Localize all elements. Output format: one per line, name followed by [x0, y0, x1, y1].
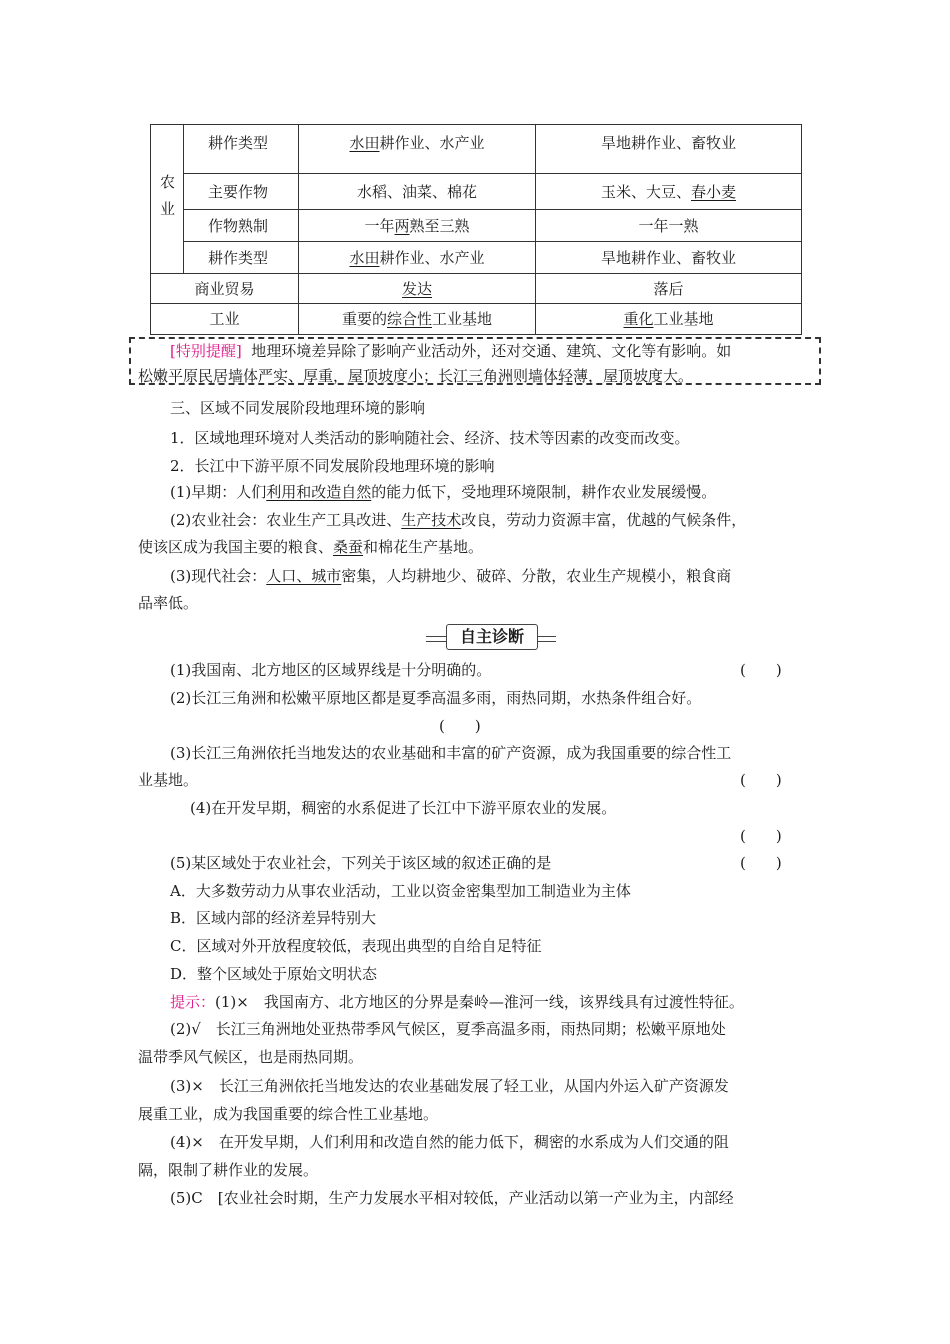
hint-4-cont: 隔，限制了耕作业的发展。	[138, 1161, 319, 1179]
table-row	[151, 210, 802, 242]
question-3-cont: 业基地。	[138, 771, 199, 789]
hint-5: (5)C [农业社会时期，生产力发展水平相对较低，产业活动以第一产业为主，内部经	[170, 1189, 734, 1207]
section-title: 三、区域不同发展阶段地理环境的影响	[170, 399, 426, 417]
option-a: A．大多数劳动力从事农业活动，工业以资金密集型加工制造业为主体	[170, 882, 631, 900]
hint-label: 提示：	[170, 993, 216, 1011]
table-row	[151, 274, 802, 304]
tip-line-2: 松嫩平原民居墙体严实、厚重，屋顶坡度小；长江三角洲则墙体轻薄，屋顶坡度大。	[138, 367, 694, 385]
answer-blank: ( )	[439, 717, 481, 735]
table-cell: 重要的综合性工业基地	[299, 304, 536, 335]
row-label: 耕作类型	[184, 125, 299, 174]
comparison-table	[150, 124, 802, 335]
answer-blank: ( )	[740, 827, 782, 845]
row-label: 作物熟制	[184, 210, 299, 242]
table-cell: 一年两熟至三熟	[299, 210, 536, 242]
paragraph-agri: (2)农业社会：农业生产工具改进、生产技术改良，劳动力资源丰富，优越的气候条件，	[170, 511, 747, 529]
tip-tag: [特别提醒]	[170, 342, 242, 360]
hint-2: (2)√ 长江三角洲地处亚热带季风气候区，夏季高温多雨，雨热同期；松嫩平原地处	[170, 1020, 726, 1038]
table-cell: 一年一熟	[536, 210, 802, 242]
question-5: (5)某区域处于农业社会，下列关于该区域的叙述正确的是	[170, 854, 552, 872]
row-label: 主要作物	[184, 174, 299, 210]
paragraph: 2．长江中下游平原不同发展阶段地理环境的影响	[170, 457, 495, 475]
hint-1: 提示：(1)× 我国南方、北方地区的分界是秦岭—淮河一线，该界线具有过渡性特征。	[170, 993, 744, 1011]
row-label: 耕作类型	[184, 242, 299, 274]
hint-2-cont: 温带季风气候区，也是雨热同期。	[138, 1048, 364, 1066]
question-2: (2)长江三角洲和松嫩平原地区都是夏季高温多雨，雨热同期，水热条件组合好。	[170, 689, 702, 707]
option-d: D．整个区域处于原始文明状态	[170, 965, 378, 983]
question-4: (4)在开发早期，稠密的水系促进了长江中下游平原农业的发展。	[190, 799, 617, 817]
tip-line-1: [特别提醒] 地理环境差异除了影响产业活动外，还对交通、建筑、文化等有影响。如	[170, 342, 732, 360]
paragraph-agri-cont: 使该区成为我国主要的粮食、桑蚕和棉花生产基地。	[138, 538, 484, 556]
table-row	[151, 174, 802, 210]
table-cell: 旱地耕作业、畜牧业	[536, 125, 802, 174]
paragraph-modern-cont: 品率低。	[138, 594, 199, 612]
table-cell: 水田耕作业、水产业	[299, 125, 536, 174]
table-cell: 旱地耕作业、畜牧业	[536, 242, 802, 274]
row-label: 工业	[151, 304, 299, 335]
paragraph: 1．区域地理环境对人类活动的影响随社会、经济、技术等因素的改变而改变。	[170, 429, 690, 447]
table-cell: 落后	[536, 274, 802, 304]
option-b: B．区域内部的经济差异特别大	[170, 909, 377, 927]
table-row	[151, 125, 802, 174]
table-row	[151, 304, 802, 335]
table-cell: 玉米、大豆、春小麦	[536, 174, 802, 210]
answer-blank: ( )	[740, 771, 782, 789]
answer-blank: ( )	[740, 854, 782, 872]
paragraph-early: (1)早期：人们利用和改造自然的能力低下，受地理环境限制，耕作农业发展缓慢。	[170, 483, 717, 501]
table-cell: 水田耕作业、水产业	[299, 242, 536, 274]
row-label: 商业贸易	[151, 274, 299, 304]
table-cell: 发达	[299, 274, 536, 304]
question-3: (3)长江三角洲依托当地发达的农业基础和丰富的矿产资源，成为我国重要的综合性工	[170, 744, 732, 762]
self-diagnosis-header	[426, 624, 556, 650]
header-title: 自主诊断	[446, 624, 538, 650]
table-cell: 水稻、油菜、棉花	[299, 174, 536, 210]
paragraph-modern: (3)现代社会：人口、城市密集，人均耕地少、破碎、分散，农业生产规模小，粮食商	[170, 567, 732, 585]
table-cell: 重化工业基地	[536, 304, 802, 335]
option-c: C．区域对外开放程度较低，表现出典型的自给自足特征	[170, 937, 542, 955]
header-bar-left	[426, 636, 448, 642]
hint-4: (4)× 在开发早期，人们利用和改造自然的能力低下，稠密的水系成为人们交通的阻	[170, 1133, 729, 1151]
hint-3: (3)× 长江三角洲依托当地发达的农业基础发展了轻工业，从国内外运入矿产资源发	[170, 1077, 729, 1095]
agri-label: 农业	[151, 125, 184, 274]
question-1: (1)我国南、北方地区的区域界线是十分明确的。	[170, 661, 492, 679]
table-row	[151, 242, 802, 274]
answer-blank: ( )	[740, 661, 782, 679]
hint-3-cont: 展重工业，成为我国重要的综合性工业基地。	[138, 1105, 439, 1123]
